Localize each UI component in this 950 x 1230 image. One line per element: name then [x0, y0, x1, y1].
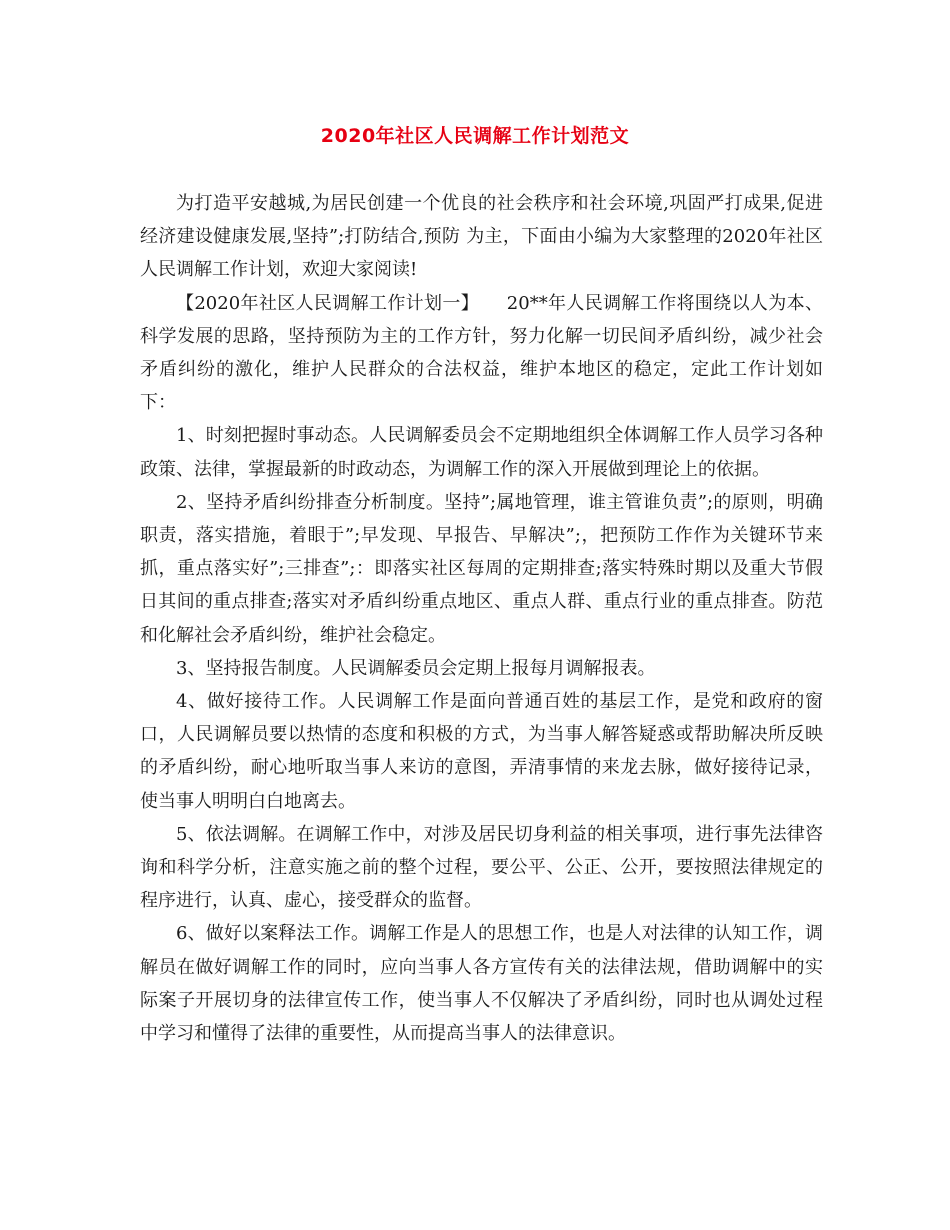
paragraph-intro: 为打造平安越城,为居民创建一个优良的社会秩序和社会环境,巩固严打成果,促进经济建设健康发展,坚持”;打防结合,预防 为主，下面由小编为大家整理的2020年社区人民调解工作计划，欢迎大家阅读!	[140, 193, 823, 281]
paragraph-item-3: 3、坚持报告制度。人民调解委员会定期上报每月调解报表。	[176, 657, 656, 679]
paragraph-item-5: 5、依法调解。在调解工作中，对涉及居民切身利益的相关事项，进行事先法律咨询和科学分析，注意实施之前的整个过程，要公平、公正、公开，要按照法律规定的程序进行，认真、虚心，接受群众的监督。	[140, 823, 823, 912]
paragraph-item-1: 1、时刻把握时事动态。人民调解委员会不定期地组织全体调解工作人员学习各种政策、法律，掌握最新的时政动态，为调解工作的深入开展做到理论上的依据。	[140, 425, 823, 480]
paragraph-item-6: 6、做好以案释法工作。调解工作是人的思想工作，也是人对法律的认知工作，调解员在做好调解工作的同时，应向当事人各方宣传有关的法律法规，借助调解中的实际案子开展切身的法律宣传工作，使当事人不仅解决了矛盾纠纷，同时也从调处过程中学习和懂得了法律的重要性，从而提高当事人的法律意识。	[140, 923, 823, 1045]
paragraph-item-2: 2、坚持矛盾纠纷排查分析制度。坚持”;属地管理，谁主管谁负责”;的原则，明确职责，落实措施，着眼于”;早发现、早报告、早解决”;，把预防工作作为关键环节来抓，重点落实好”;三排查”;：即落实社区每周的定期排查;落实特殊时期以及重大节假日其间的重点排查;落实对矛盾纠纷重点地区、重点人群、重点行业的重点排查。防范和化解社会矛盾纠纷，维护社会稳定。	[140, 491, 823, 646]
document-body	[140, 187, 823, 1050]
paragraph-item-4: 4、做好接待工作。人民调解工作是面向普通百姓的基层工作，是党和政府的窗口，人民调解员要以热情的态度和积极的方式，为当事人解答疑惑或帮助解决所反映的矛盾纠纷，耐心地听取当事人来访的意图，弄清事情的来龙去脉，做好接待记录，使当事人明明白白地离去。	[140, 691, 823, 812]
document-title: 2020年社区人民调解工作计划范文	[320, 125, 630, 147]
paragraph-plan-heading: 【2020年社区人民调解工作计划一】 20**年人民调解工作将围绕以人为本、科学发展的思路，坚持预防为主的工作方针，努力化解一切民间矛盾纠纷，减少社会矛盾纠纷的激化，维护人民群众的合法权益，维护本地区的稳定，定此工作计划如下：	[140, 292, 823, 414]
